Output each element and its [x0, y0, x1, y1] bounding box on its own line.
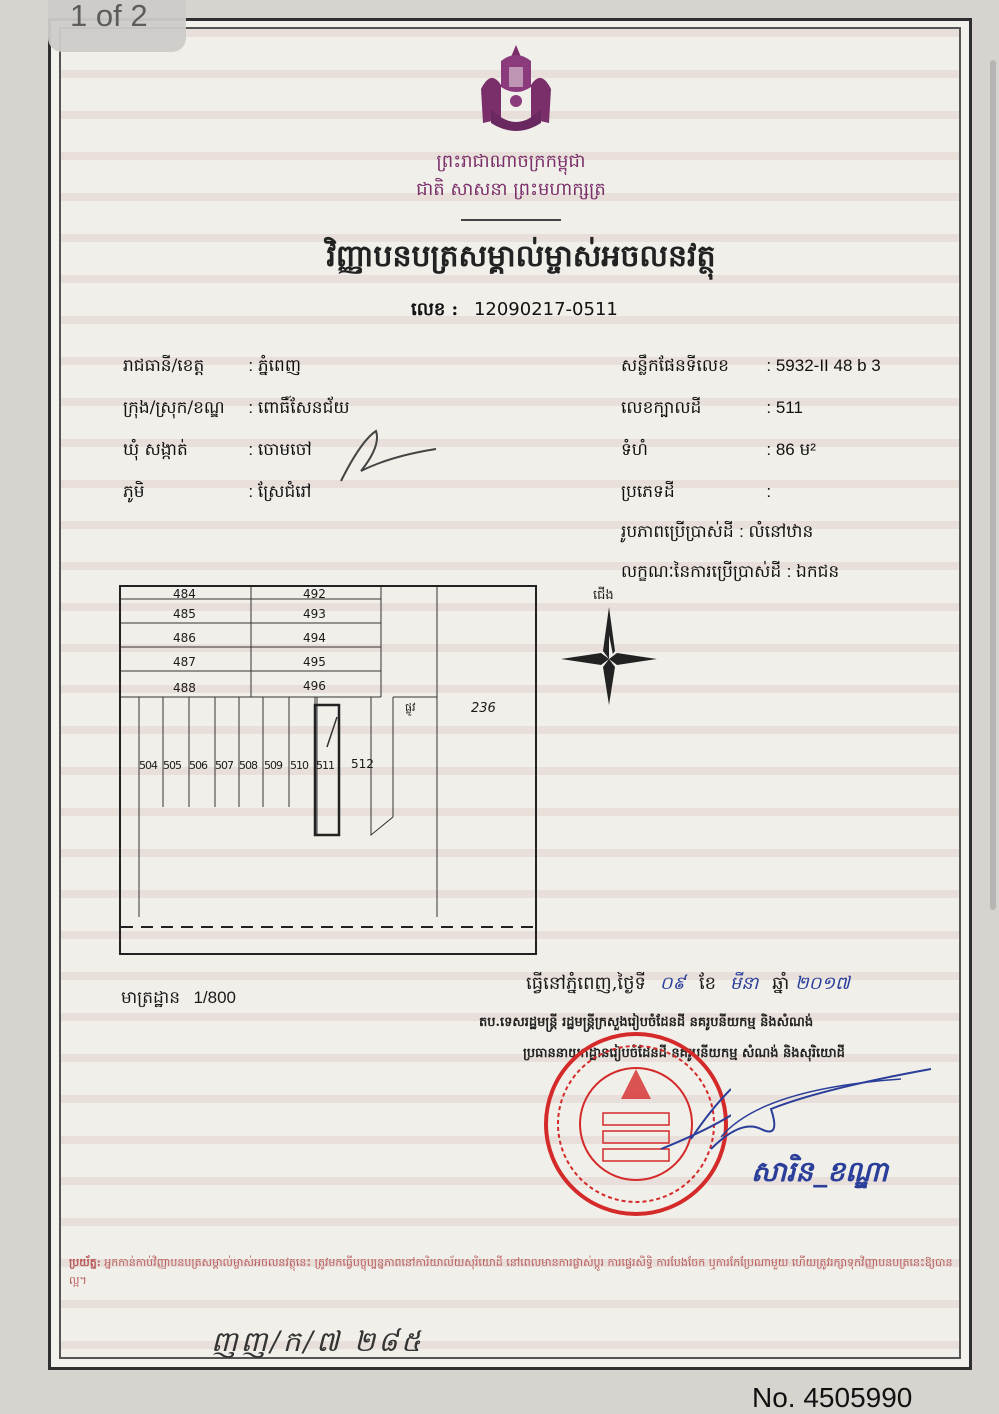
serial-value: 12090217-0511	[473, 299, 618, 320]
plot-label: 485	[173, 607, 196, 621]
field-label: លក្ខណៈនៃការប្រើប្រាស់ដី	[621, 562, 782, 582]
certificate-number: No. 4505990	[752, 1382, 913, 1413]
plot-label: 507	[215, 759, 233, 772]
plot-label: 486	[173, 631, 196, 645]
plot-label: 494	[303, 631, 326, 645]
plot-label: 236	[471, 701, 496, 716]
certificate	[48, 18, 972, 1370]
field-value: :	[766, 482, 772, 501]
plot-label: 488	[173, 681, 196, 695]
plot-label: 484	[173, 587, 196, 601]
signer-name: សារិន_ខណ្ឌា	[751, 1155, 889, 1188]
footnote-text: អ្នកកាន់កាប់វិញ្ញាបនបត្រសម្គាល់ម្ចាស់អចលនវត្ថុនេះ ត្រូវមកធ្វើបច្ចុប្បន្នភាពនៅការិយាល័យសុរិយោដី នៅពេលមានការផ្លាស់ប្តូរ ការផ្ទេរសិទ្ធិ ការបែងចែក ឬការកែប្រែណាមួយ ហើយត្រូវរក្សាទុកវិញ្ញាបនបត្រនេះឱ្យបានល្អ។	[69, 1256, 953, 1287]
compass-north-label: ជើង	[593, 588, 614, 603]
plot-label: 512	[351, 757, 374, 771]
field-use-nature	[621, 561, 839, 586]
director-title: ប្រធាននាយកដ្ឋានរៀបចំដែនដី នគរូបនីយកម្ម សំណង់ និងសុរិយោដី	[523, 1046, 845, 1061]
signature-icon	[701, 1049, 941, 1169]
plot-label: 487	[173, 655, 196, 669]
plot-label: 504	[139, 759, 157, 772]
field-value: : ឯកជន	[786, 562, 840, 581]
divider	[461, 219, 561, 221]
issue-year: ២០១៧	[795, 973, 850, 994]
plot-label: 495	[303, 655, 326, 669]
field-value: : ស្រែជំរៅ	[248, 482, 312, 501]
field-commune	[123, 439, 312, 464]
compass-icon	[561, 589, 657, 707]
scrollbar[interactable]	[990, 60, 996, 910]
field-label: ក្រុង/ស្រុក/ខណ្ឌ	[123, 398, 225, 418]
field-value: : 5932-II 48 b 3	[766, 356, 881, 375]
field-village	[123, 481, 311, 506]
plot-label: 492	[303, 587, 326, 601]
field-label: ទំហំ	[621, 440, 648, 460]
field-label: សន្លឹកផែនទីលេខ	[621, 356, 729, 376]
royal-emblem-icon	[471, 39, 561, 139]
issue-year-label: ឆ្នាំ	[772, 973, 790, 994]
field-label: រាជធានី/ខេត្ត	[123, 356, 205, 376]
field-label: លេខក្បាលដី	[621, 398, 702, 418]
footnote-label: ប្រយ័ត្ន:	[69, 1256, 101, 1269]
field-land-type	[621, 481, 771, 506]
certificate-title: វិញ្ញាបនបត្រសម្គាល់ម្ចាស់អចលនវត្ថុ	[326, 239, 716, 274]
scale-value: 1/800	[193, 988, 236, 1007]
serial-number	[411, 297, 618, 324]
field-value: : 511	[766, 398, 803, 417]
issue-month: មីនា	[729, 973, 759, 994]
plot-label: 505	[163, 759, 181, 772]
field-district	[123, 397, 350, 422]
scale-label: មាត្រដ្ឋាន	[121, 988, 181, 1008]
field-value: : លំនៅឋាន	[739, 522, 814, 541]
initial-mark-icon	[331, 421, 441, 491]
footnote	[69, 1254, 961, 1290]
page-indicator-text: 1 of 2	[70, 0, 148, 33]
field-value: : ចោមចៅ	[248, 440, 312, 459]
plot-label: 511	[316, 759, 334, 772]
field-value: : ពោធិ៍សែនជ័យ	[248, 398, 350, 417]
plot-label: 506	[189, 759, 207, 772]
issue-month-label: ខែ	[698, 973, 717, 994]
plot-label: 510	[290, 759, 308, 772]
cadastral-map	[119, 585, 537, 955]
map-scale	[121, 987, 236, 1012]
field-area	[621, 439, 816, 464]
issue-place: ធ្វើនៅភ្នំពេញ,ថ្ងៃទី	[526, 973, 646, 994]
serial-label: លេខ :	[411, 299, 459, 320]
plot-label: 496	[303, 679, 326, 693]
official-title: តប.ទេសរដ្ឋមន្ត្រី រដ្ឋមន្ត្រីក្រសួងរៀបចំដែនដី នគរូបនីយកម្ម និងសំណង់	[479, 1015, 814, 1030]
issue-date	[526, 971, 850, 998]
page-indicator	[48, 0, 186, 52]
road-label: ផ្លូវ	[405, 701, 416, 714]
plot-label: 493	[303, 607, 326, 621]
field-province	[123, 355, 301, 380]
field-land-use	[621, 521, 813, 546]
handwritten-reference: ញញ/ក/៧ ២៨៥	[211, 1325, 424, 1358]
field-map-sheet	[621, 355, 881, 380]
field-value: : ភ្នំពេញ	[248, 356, 302, 375]
motto: ជាតិ សាសនា ព្រះមហាក្សត្រ	[416, 179, 606, 200]
field-value: : 86 ម²	[766, 440, 816, 459]
plot-label: 508	[239, 759, 257, 772]
issue-day: ០៩	[659, 973, 686, 994]
field-label: ប្រភេទដី	[621, 482, 675, 502]
certificate-inner	[59, 27, 961, 1359]
field-label: រូបភាពប្រើប្រាស់ដី	[621, 522, 734, 542]
field-label: ឃុំ សង្កាត់	[123, 440, 188, 460]
kingdom-heading: ព្រះរាជាណាចក្រកម្ពុជា	[436, 151, 586, 172]
field-label: ភូមិ	[123, 482, 145, 502]
field-parcel-number	[621, 397, 803, 422]
plot-label: 509	[264, 759, 282, 772]
